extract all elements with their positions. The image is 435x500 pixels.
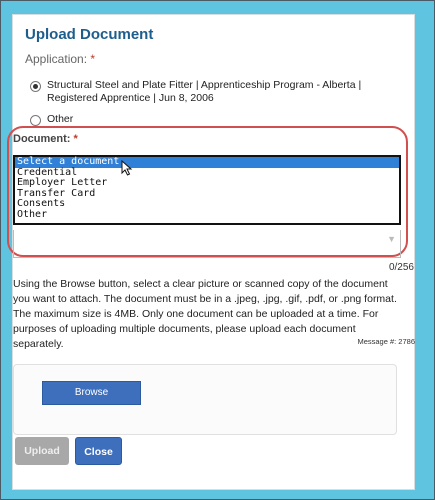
- document-option-select[interactable]: Select a document: [15, 157, 399, 168]
- document-label-text: Document:: [13, 133, 71, 145]
- radio-button-program[interactable]: [30, 81, 41, 92]
- application-label-text: Application:: [25, 52, 88, 66]
- document-option-employer-letter[interactable]: Employer Letter: [17, 177, 108, 189]
- chevron-down-icon: ▼: [387, 234, 396, 244]
- character-counter: 0/256: [388, 262, 414, 273]
- close-button[interactable]: Close: [75, 437, 122, 465]
- document-option-transfer-card[interactable]: Transfer Card: [17, 187, 96, 199]
- dialog-title: Upload Document: [25, 26, 154, 43]
- document-option-consents[interactable]: Consents: [17, 198, 66, 210]
- document-option-credential[interactable]: Credential: [17, 166, 78, 178]
- upload-button[interactable]: Upload: [15, 437, 69, 465]
- help-text: Using the Browse button, select a clear picture or scanned copy of the document you want to attach. The document must be in a .jpeg, .jpg, .gif, .pdf, or .png format. The maximum size is 4MB. Only one document can be uploaded at a time. For purposes of uploading multiple documents, please upload each document separately.: [13, 278, 397, 350]
- application-label: [25, 52, 95, 66]
- radio-button-other[interactable]: [30, 115, 41, 126]
- required-mark: *: [73, 133, 78, 145]
- radio-label-program: Structural Steel and Plate Fitter | Apprenticeship Program - Alberta | Registered Apprentice | Jun 8, 2006: [47, 79, 362, 104]
- document-option-other[interactable]: Other: [17, 208, 48, 220]
- file-upload-panel: [13, 364, 397, 435]
- message-number: Message #: 2786: [357, 337, 415, 346]
- document-select-list[interactable]: [13, 155, 401, 225]
- document-label: [13, 133, 78, 145]
- required-mark: *: [90, 52, 96, 66]
- description-textarea[interactable]: [13, 230, 401, 258]
- radio-option-other[interactable]: [30, 113, 73, 126]
- radio-option-program[interactable]: [30, 79, 400, 105]
- mouse-pointer-icon: [121, 160, 133, 176]
- browse-button[interactable]: Browse: [42, 381, 141, 405]
- radio-label-other: Other: [47, 113, 74, 125]
